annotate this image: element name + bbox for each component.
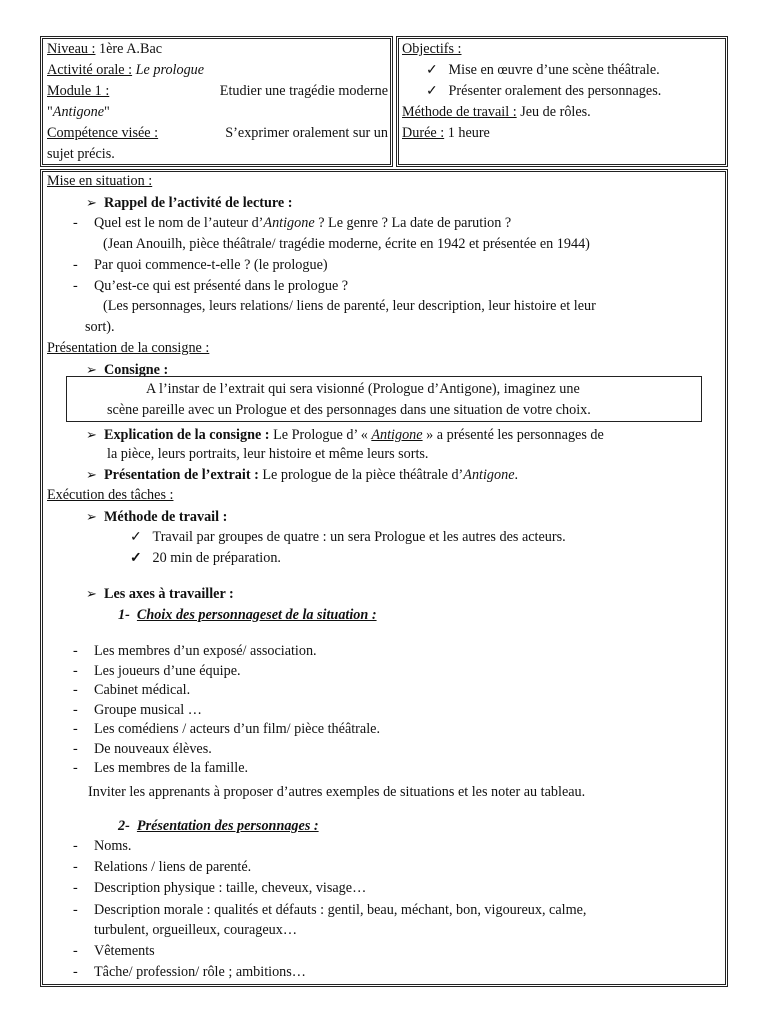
check-icon: ✓ <box>426 62 438 78</box>
niveau-label: Niveau : <box>47 41 96 57</box>
objectif-item <box>426 83 661 100</box>
duree-label: Durée : <box>402 125 445 141</box>
objectif-text: Présenter oralement des personnages. <box>448 83 662 99</box>
section-title: Présentation de la consigne : <box>47 340 210 356</box>
list-item-text: Groupe musical … <box>94 701 202 718</box>
module-antigone: Antigone <box>52 104 105 120</box>
list-item <box>73 215 512 232</box>
methode-item-text: 20 min de préparation. <box>152 550 281 566</box>
list-item-text: Vêtements <box>94 943 155 959</box>
list-item <box>73 943 155 960</box>
axe-1-heading <box>118 607 377 624</box>
question-text: Par quoi commence-t-elle ? (le prologue) <box>94 257 328 273</box>
description-morale-line-2: turbulent, orgueilleux, courageux… <box>94 922 298 938</box>
list-item-text: Les joueurs d’une équipe. <box>94 662 241 679</box>
competence-value: S’exprimer oralement sur un <box>225 125 388 141</box>
extrait-antigone: Antigone <box>463 467 515 483</box>
dash-icon: - <box>73 963 78 980</box>
activite-value: Le prologue <box>135 62 205 78</box>
axe-title: Choix des personnageset de la situation : <box>136 607 377 623</box>
section-title: Mise en situation : <box>47 173 153 189</box>
objectif-text: Mise en œuvre d’une scène théâtrale. <box>448 62 660 78</box>
objectif-item <box>426 62 660 79</box>
list-item-text: Les comédiens / acteurs d’un film/ pièce théâtrale. <box>94 721 380 737</box>
competence-line <box>47 125 388 142</box>
list-item <box>73 902 587 919</box>
list-item <box>73 278 349 295</box>
list-item-text: Description physique : taille, cheveux, visage… <box>94 880 367 896</box>
question-text <box>94 215 511 232</box>
dash-icon: - <box>73 721 78 737</box>
consigne-text: scène pareille avec un Prologue et des personnages dans une situation de votre choix. <box>107 402 591 418</box>
dash-icon: - <box>73 257 78 273</box>
extrait-text: Le prologue de la pièce théâtrale d’ <box>258 467 464 483</box>
list-item <box>73 838 132 855</box>
explication-title: Explication de la consigne : <box>104 427 270 443</box>
description-morale <box>94 902 711 919</box>
desc-line: Description morale : qualités et défauts : gentil, beau, méchant, bon, vigoureux, calme, <box>94 902 587 918</box>
activite-line <box>47 62 204 79</box>
q1-part: Quel est le nom de l’auteur d’ <box>94 215 264 231</box>
list-item <box>73 963 306 981</box>
list-item-text: Tâche/ profession/ rôle ; ambitions… <box>94 963 306 980</box>
methode-heading <box>86 508 227 526</box>
explication-heading <box>86 426 604 444</box>
objectifs-label: Objectifs : <box>402 41 462 57</box>
dash-icon: - <box>73 838 78 854</box>
module-value: Etudier une tragédie moderne <box>219 83 388 99</box>
module-label: Module 1 : <box>47 83 110 99</box>
list-item <box>73 257 328 274</box>
dash-icon: - <box>73 701 78 718</box>
methode-line <box>402 104 591 121</box>
answer-text <box>103 298 702 315</box>
dash-icon: - <box>73 215 78 231</box>
consigne-line: A l’instar de l’extrait qui sera visionné (Prologue d’Antigone), imaginez une <box>146 381 580 397</box>
competence-line-2: sujet précis. <box>47 146 115 162</box>
axe-2-heading <box>118 818 319 835</box>
methode-item <box>130 550 281 567</box>
dash-icon: - <box>73 682 78 698</box>
consigne-title: Consigne : <box>104 362 169 378</box>
axe-1-note: Inviter les apprenants à proposer d’autres exemples de situations et les noter au tableau. <box>88 784 586 800</box>
niveau-value: 1ère A.Bac <box>99 41 163 57</box>
module-line <box>47 83 388 100</box>
dash-icon: - <box>73 278 78 294</box>
dash-icon: - <box>73 859 78 875</box>
arrow-icon: ➢ <box>86 509 97 524</box>
list-item-text: Les membres de la famille. <box>94 760 249 776</box>
answer-text: (Jean Anouilh, pièce théâtrale/ tragédie moderne, écrite en 1942 et présentée en 1944) <box>103 236 590 252</box>
list-item <box>73 701 202 719</box>
extrait-text: . <box>514 467 519 483</box>
list-item-text: Noms. <box>94 838 132 854</box>
quote-close: " <box>104 104 110 120</box>
axe-title: Présentation des personnages : <box>136 818 319 834</box>
module-line-2 <box>47 104 110 121</box>
list-item <box>73 859 252 876</box>
list-item <box>73 721 380 738</box>
list-item <box>73 682 191 699</box>
methode-item-text: Travail par groupes de quatre : un sera Prologue et les autres des acteurs. <box>152 529 566 545</box>
explication-text: Le Prologue d’ « <box>269 427 372 443</box>
question-text: Qu’est-ce qui est présenté dans le prologue ? <box>94 278 349 294</box>
list-item <box>73 760 249 777</box>
list-item-text: Les membres d’un exposé/ association. <box>94 643 317 659</box>
list-item-text: Relations / liens de parenté. <box>94 859 252 875</box>
methode-item <box>130 529 566 546</box>
dash-icon: - <box>73 662 78 679</box>
arrow-icon: ➢ <box>86 586 97 601</box>
dash-icon: - <box>73 943 78 959</box>
extrait-title: Présentation de l’extrait : <box>104 467 259 483</box>
extrait-heading <box>86 466 518 484</box>
list-item <box>73 740 212 758</box>
dash-icon: - <box>73 643 78 659</box>
methode-title: Méthode de travail : <box>104 509 228 525</box>
check-icon: ✓ <box>426 83 438 99</box>
check-icon: ✓ <box>130 550 142 566</box>
list-item-text: Cabinet médical. <box>94 682 191 698</box>
dash-icon: - <box>73 880 78 896</box>
list-item-text: De nouveaux élèves. <box>94 740 212 757</box>
axe-number: 2- <box>118 818 130 834</box>
activite-label: Activité orale : <box>47 62 133 78</box>
consigne-text <box>146 381 686 398</box>
list-item <box>73 662 241 680</box>
axes-title: Les axes à travailler : <box>104 586 234 602</box>
list-item <box>73 880 367 897</box>
axe-number: 1- <box>118 607 130 623</box>
dash-icon: - <box>73 760 78 776</box>
rappel-title: Rappel de l’activité de lecture : <box>104 195 293 211</box>
list-item <box>73 643 317 660</box>
dash-icon: - <box>73 902 78 918</box>
quote-open: " <box>47 104 53 120</box>
competence-label: Compétence visée : <box>47 125 159 141</box>
dash-icon: - <box>73 740 78 757</box>
arrow-icon: ➢ <box>86 362 97 377</box>
arrow-icon: ➢ <box>86 195 97 210</box>
methode-label: Méthode de travail : <box>402 104 517 120</box>
q1-antigone: Antigone <box>263 215 315 231</box>
q1-part: ? Le genre ? La date de parution ? <box>314 215 512 231</box>
check-icon: ✓ <box>130 529 142 545</box>
methode-value: Jeu de rôles. <box>520 104 591 120</box>
duree-line <box>402 125 490 142</box>
explication-text: » a présenté les personnages de <box>422 427 604 443</box>
section-title: Exécution des tâches : <box>47 487 174 503</box>
arrow-icon: ➢ <box>86 427 97 442</box>
rappel-heading <box>86 194 292 212</box>
niveau-line <box>47 41 162 58</box>
axes-heading <box>86 585 234 603</box>
arrow-icon: ➢ <box>86 467 97 482</box>
explication-antigone: Antigone <box>371 427 423 443</box>
duree-value: 1 heure <box>447 125 490 141</box>
answer-line: (Les personnages, leurs relations/ liens de parenté, leur description, leur histoire et leur <box>103 298 596 314</box>
explication-line-2: la pièce, leurs portraits, leur histoire et même leurs sorts. <box>107 446 429 462</box>
answer-text: sort). <box>85 319 115 335</box>
